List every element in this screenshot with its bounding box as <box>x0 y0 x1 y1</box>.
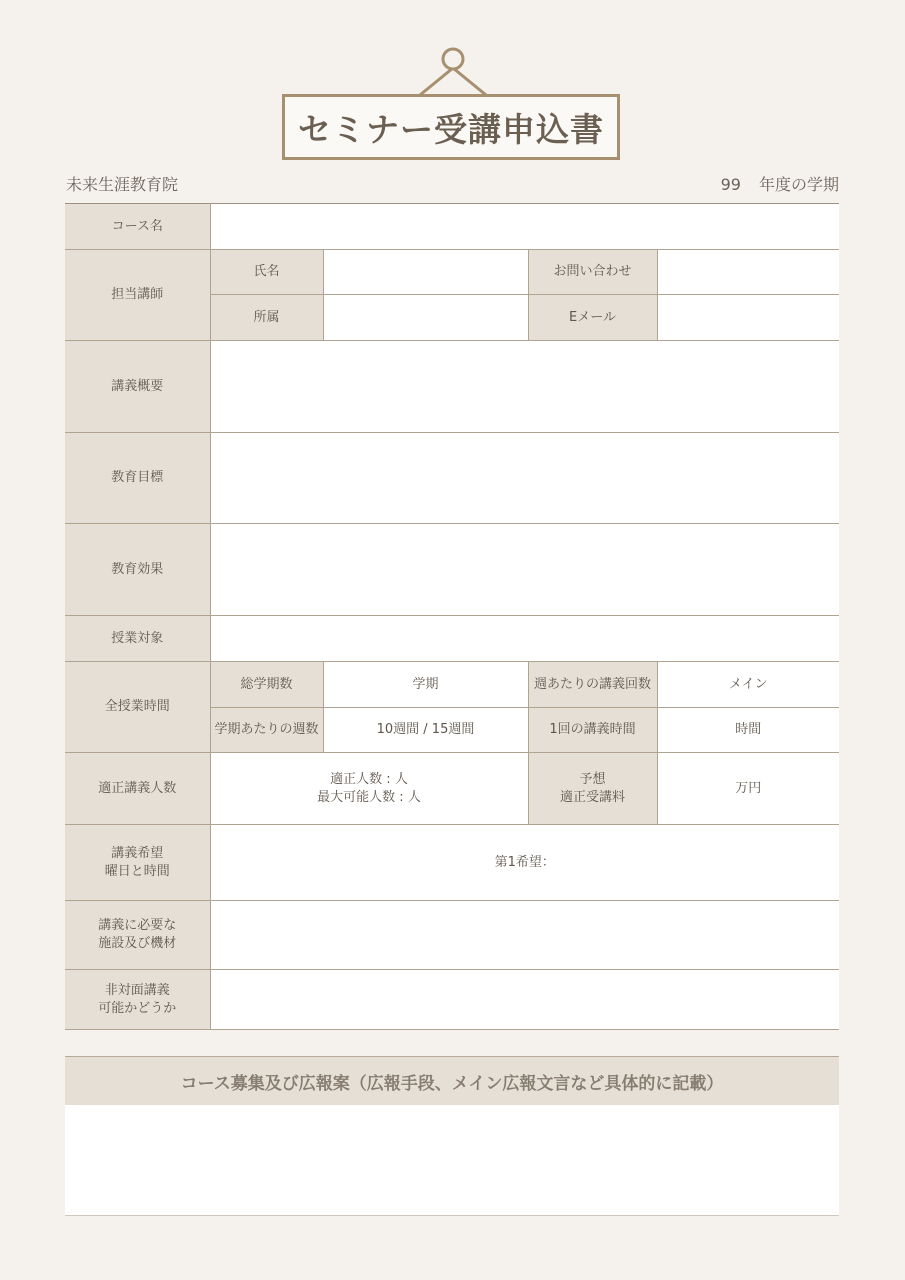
promo-field[interactable] <box>65 1105 839 1216</box>
row-capacity <box>65 753 839 825</box>
name-field[interactable] <box>323 250 528 295</box>
total-terms-field[interactable]: 学期 <box>323 662 528 708</box>
row-total-hours-1 <box>65 662 839 708</box>
row-overview <box>65 341 839 433</box>
capacity-line-2: 最大可能人数 : 人 <box>317 789 421 805</box>
capacity-label: 適正講義人数 <box>65 753 210 825</box>
course-name-field[interactable] <box>210 204 839 250</box>
term-info <box>721 172 839 195</box>
fee-label <box>528 753 657 825</box>
row-course-name <box>65 204 839 250</box>
email-label: Eメール <box>528 295 657 341</box>
effects-field[interactable] <box>210 524 839 616</box>
total-hours-label: 全授業時間 <box>65 662 210 753</box>
schedule-label-line-1: 講義希望 <box>111 845 164 861</box>
fee-label-line-1: 予想 <box>579 771 606 787</box>
term-label: 年度の学期 <box>758 175 839 194</box>
total-terms-label: 総学期数 <box>210 662 323 708</box>
facilities-label <box>65 901 210 970</box>
goals-field[interactable] <box>210 433 839 524</box>
application-form <box>65 203 839 1030</box>
remote-label-line-1: 非対面講義 <box>104 982 170 998</box>
remote-field[interactable] <box>210 970 839 1030</box>
overview-label: 講義概要 <box>65 341 210 433</box>
facilities-label-line-1: 講義に必要な <box>98 918 177 933</box>
facilities-field[interactable] <box>210 901 839 970</box>
weeks-per-term-label: 学期あたりの週数 <box>210 708 323 753</box>
remote-label-line-2: 可能かどうか <box>98 1000 177 1016</box>
title-plate <box>282 94 620 160</box>
capacity-line-1: 適正人数 : 人 <box>330 771 408 787</box>
target-field[interactable] <box>210 616 839 662</box>
fee-label-line-2: 適正受講料 <box>559 789 625 805</box>
name-label: 氏名 <box>210 250 323 295</box>
row-effects <box>65 524 839 616</box>
year-value: 99 <box>720 175 741 194</box>
effects-label: 教育効果 <box>65 524 210 616</box>
overview-field[interactable] <box>210 341 839 433</box>
contact-field[interactable] <box>657 250 839 295</box>
row-goals <box>65 433 839 524</box>
row-instructor-name <box>65 250 839 295</box>
weeks-per-term-field[interactable]: 10週間 / 15週間 <box>323 708 528 753</box>
schedule-field[interactable]: 第1希望： <box>210 825 839 901</box>
goals-label: 教育目標 <box>65 433 210 524</box>
page-title: セミナー受講申込書 <box>298 109 604 149</box>
title-hanger <box>0 0 905 100</box>
row-facilities <box>65 901 839 970</box>
course-name-label: コース名 <box>65 204 210 250</box>
remote-label <box>65 970 210 1030</box>
contact-label: お問い合わせ <box>528 250 657 295</box>
promo-heading: コース募集及び広報案（広報手段、メイン広報文言など具体的に記載） <box>65 1056 839 1106</box>
row-target <box>65 616 839 662</box>
fee-field[interactable]: 万円 <box>657 753 839 825</box>
schedule-label <box>65 825 210 901</box>
row-schedule <box>65 825 839 901</box>
weekly-count-label: 週あたりの講義回数 <box>528 662 657 708</box>
organization-name: 未来生涯教育院 <box>66 175 179 194</box>
affiliation-label: 所属 <box>210 295 323 341</box>
session-hours-label: 1回の講義時間 <box>528 708 657 753</box>
weekly-count-field[interactable]: メイン <box>657 662 839 708</box>
schedule-label-line-2: 曜日と時間 <box>104 863 170 879</box>
instructor-label: 担当講師 <box>65 250 210 341</box>
target-label: 授業対象 <box>65 616 210 662</box>
email-field[interactable] <box>657 295 839 341</box>
row-remote <box>65 970 839 1030</box>
capacity-field[interactable] <box>210 753 528 825</box>
session-hours-field[interactable]: 時間 <box>657 708 839 753</box>
affiliation-field[interactable] <box>323 295 528 341</box>
facilities-label-line-2: 施設及び機材 <box>98 936 177 951</box>
